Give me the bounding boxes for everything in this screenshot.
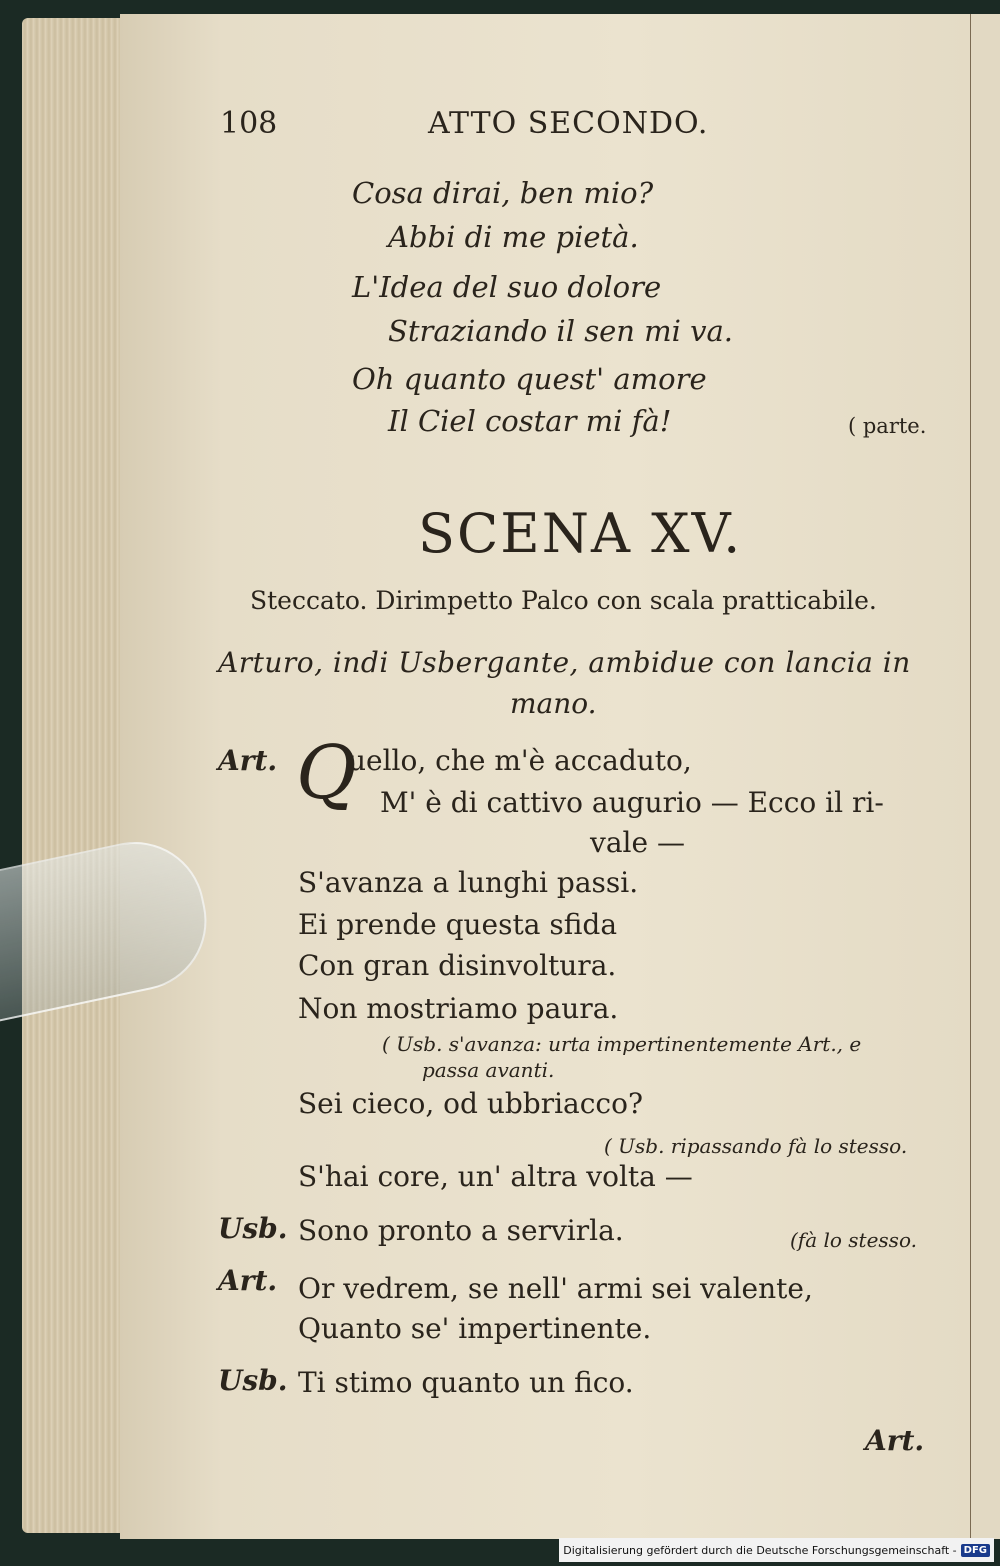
catchword: Art. (865, 1424, 925, 1457)
verse-line: Sei cieco, od ubbriacco? (298, 1087, 643, 1120)
verse-line: S'hai core, un' altra volta — (298, 1160, 693, 1193)
verse-line: Ei prende questa sfida (298, 908, 618, 941)
stage-direction: ( parte. (848, 414, 927, 438)
aria-line: Cosa dirai, ben mio? (352, 176, 654, 210)
verse-line: Ti stimo quanto un fico. (298, 1366, 634, 1399)
facing-page-edge (968, 14, 1000, 1539)
verse-line: M' è di cattivo augurio — Ecco il ri- (380, 786, 884, 819)
drop-cap: Q (296, 730, 357, 816)
speaker-label: Art. (218, 1264, 278, 1297)
page-number: 108 (220, 106, 278, 141)
cast-line: Arturo, indi Usbergante, ambidue con lancia in (218, 646, 911, 679)
stage-direction: (fà lo stesso. (790, 1228, 917, 1252)
verse-line: vale — (590, 826, 685, 859)
aria-line: Straziando il sen mi va. (388, 314, 734, 348)
scene-setting: Steccato. Dirimpetto Palco con scala pratticabile. (250, 586, 877, 615)
verse-line: uello, che m'è accaduto, (348, 744, 692, 777)
stage-direction: ( Usb. s'avanza: urta impertinentemente Art., e (382, 1032, 862, 1056)
cast-line: mano. (510, 687, 597, 720)
running-title: ATTO SECONDO. (428, 106, 709, 141)
speaker-label: Art. (218, 744, 278, 777)
verse-line: S'avanza a lunghi passi. (298, 866, 639, 899)
speaker-label: Usb. (218, 1364, 288, 1397)
verse-line: Or vedrem, se nell' armi sei valente, (298, 1272, 813, 1305)
scene-title: SCENA XV. (418, 502, 743, 565)
speaker-label: Usb. (218, 1212, 288, 1245)
aria-line: Oh quanto quest' amore (352, 362, 707, 396)
verse-line: Non mostriamo paura. (298, 992, 619, 1025)
verse-line: Sono pronto a servirla. (298, 1214, 624, 1247)
verse-line: Quanto se' impertinente. (298, 1312, 652, 1345)
aria-line: L'Idea del suo dolore (352, 270, 662, 304)
dfg-logo: DFG (961, 1544, 990, 1557)
aria-line: Il Ciel costar mi fà! (388, 404, 672, 438)
stage-direction: ( Usb. ripassando fà lo stesso. (604, 1134, 908, 1158)
stage-direction: passa avanti. (422, 1058, 555, 1082)
digitization-credit (559, 1538, 994, 1562)
book-page (120, 14, 970, 1539)
credit-text: Digitalisierung gefördert durch die Deutsche Forschungsgemeinschaft - (563, 1543, 957, 1557)
verse-line: Con gran disinvoltura. (298, 949, 617, 982)
aria-line: Abbi di me pietà. (388, 220, 639, 254)
